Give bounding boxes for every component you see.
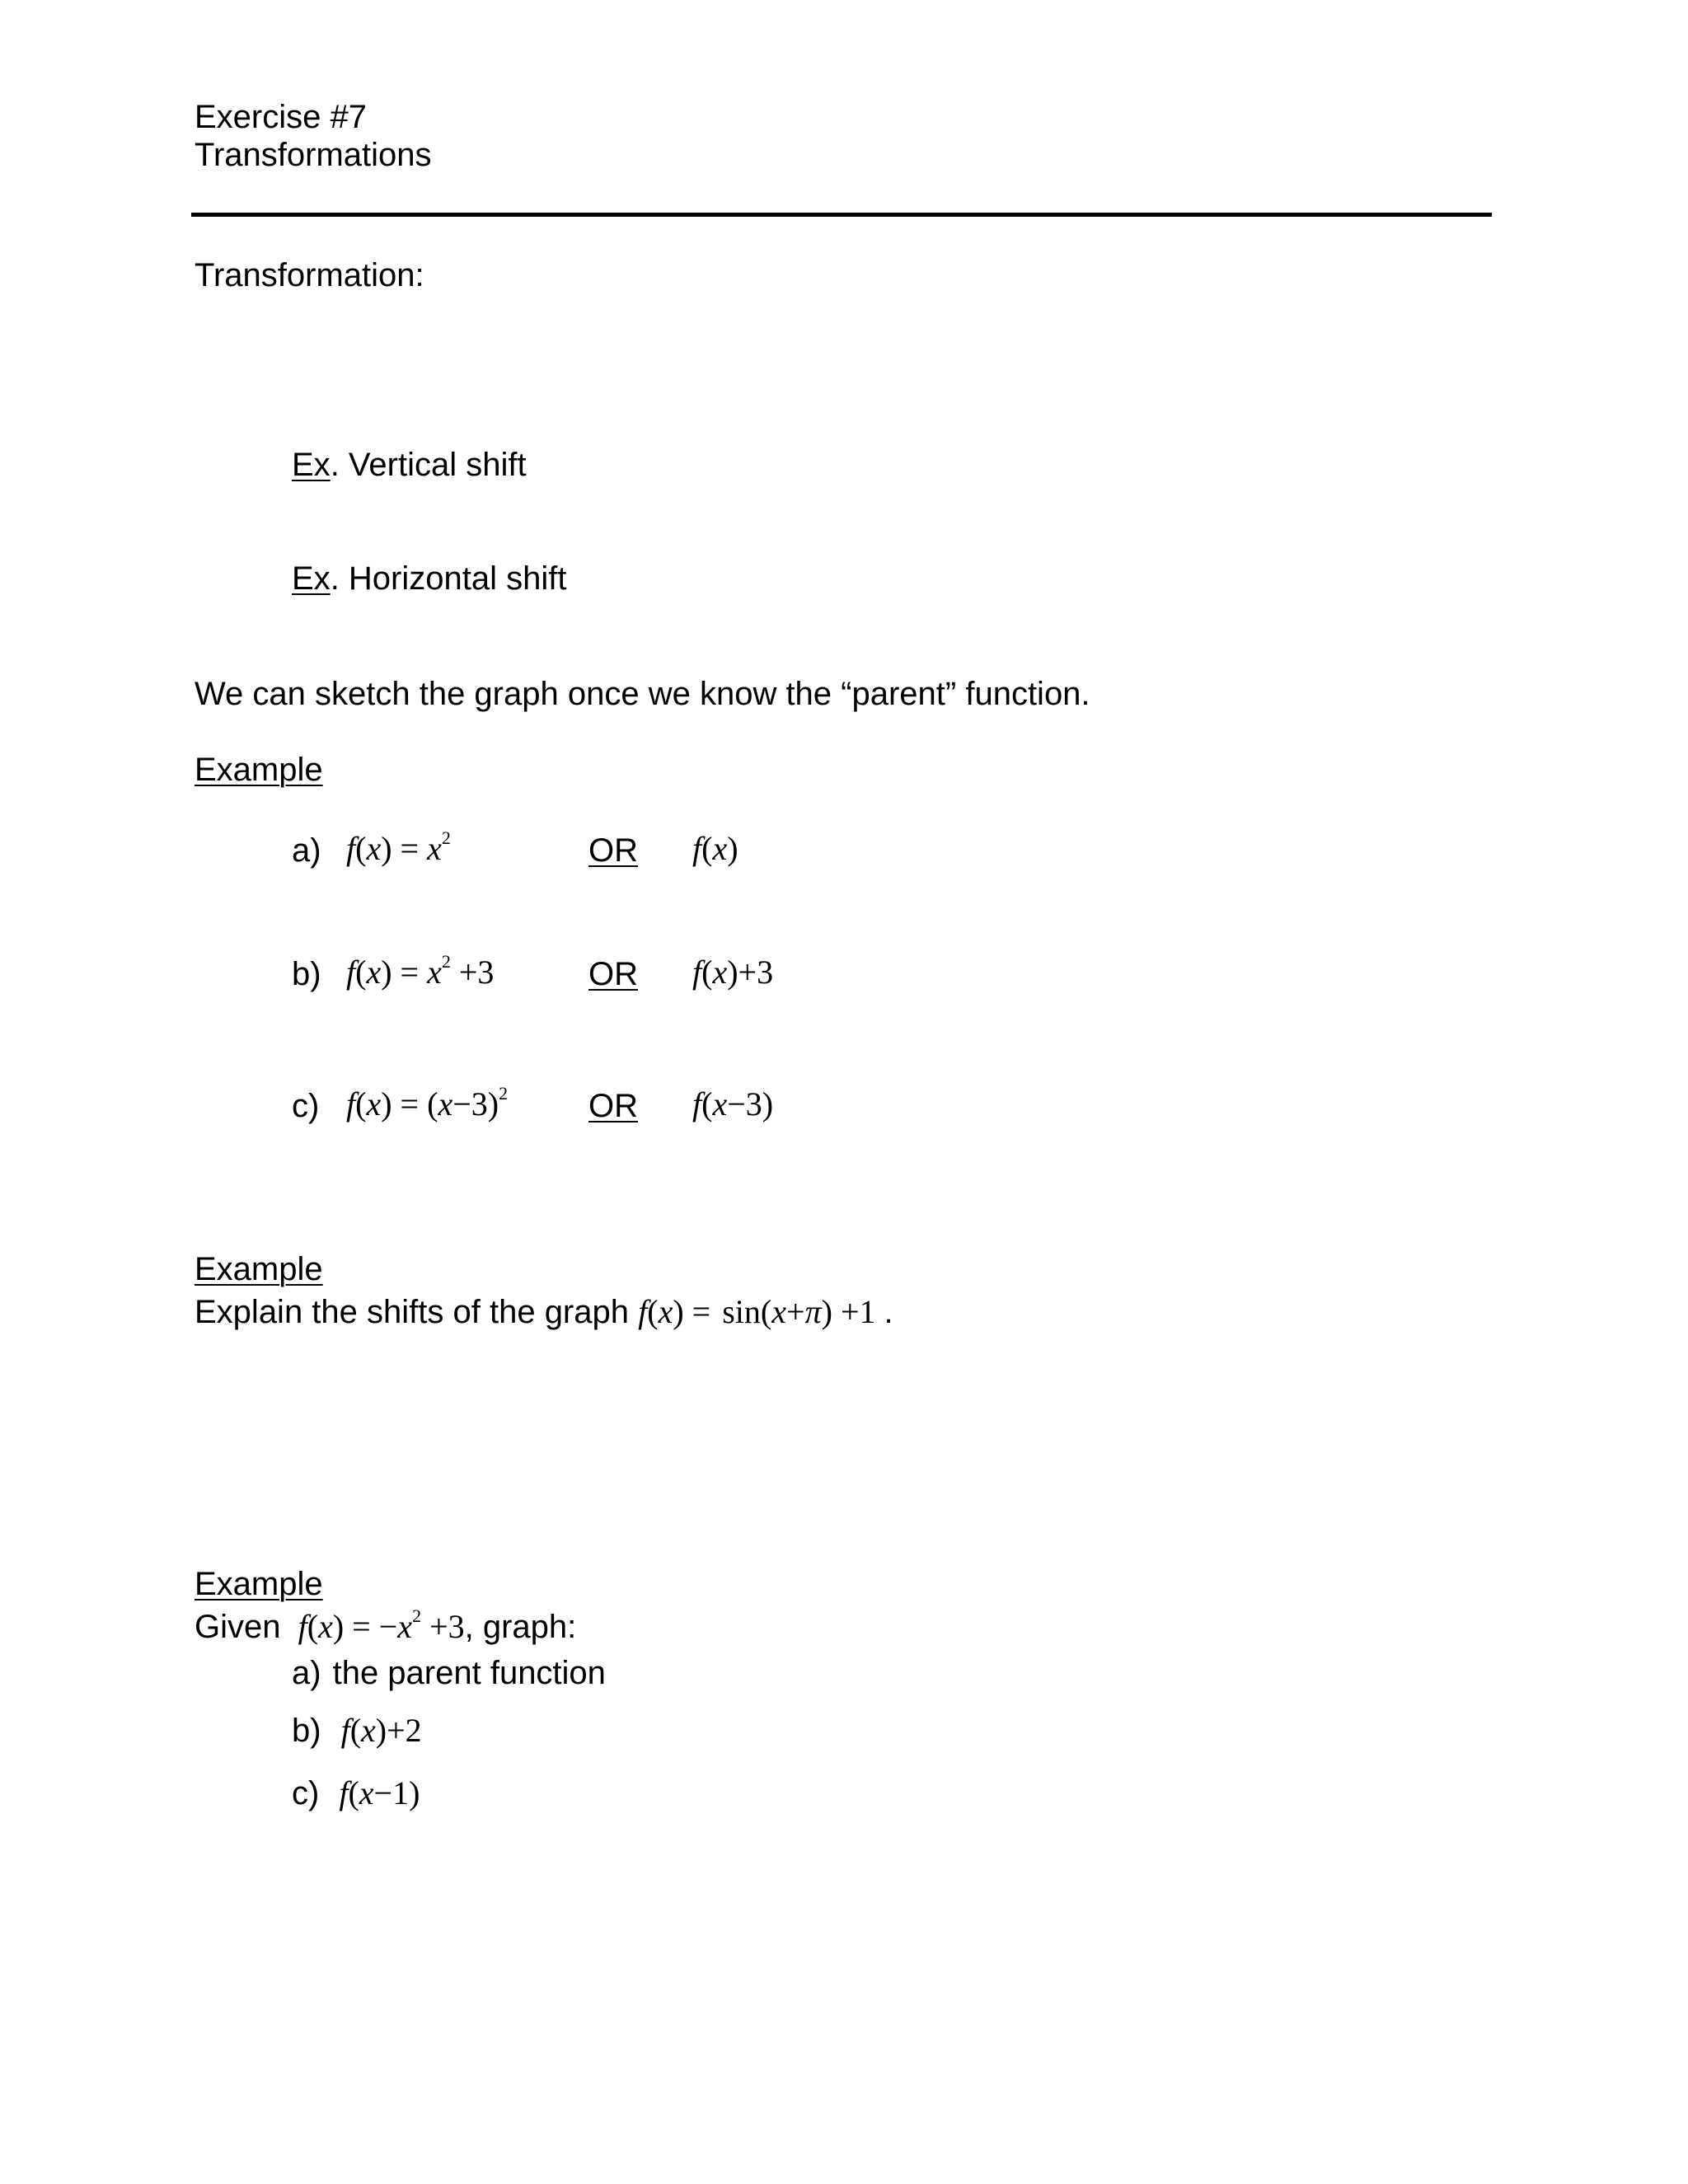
example3-item-b-label: b)	[292, 1713, 321, 1749]
example2-prompt: Explain the shifts of the graph	[195, 1294, 629, 1330]
or-label: OR	[588, 1088, 638, 1124]
example1-item-c-equation: $f(x) = (x-3)^2$	[346, 1083, 509, 1122]
example1-item-c-label: c)	[292, 1088, 320, 1124]
example3-suffix: , graph:	[464, 1609, 577, 1645]
example3-item-a-label: a)	[292, 1655, 321, 1691]
example1-item-b-equation: $f(x) = x^2 +3$	[346, 951, 495, 991]
example1-item-b-label: b)	[292, 956, 321, 992]
exercise-subtitle: Transformations	[195, 137, 432, 173]
example3-item-a-text: the parent function	[332, 1655, 606, 1691]
ex-label: Ex	[292, 447, 331, 483]
example1-item-b-alt: f(x)+3	[692, 954, 774, 991]
horizontal-shift-example	[292, 562, 566, 595]
vertical-shift-example	[292, 448, 527, 481]
example3-item-a	[292, 1657, 606, 1690]
transformation-label: Transformation:	[195, 257, 424, 293]
example3-equation: $f(x) = -x^2 +3$	[298, 1605, 465, 1645]
example3-item-b	[292, 1714, 422, 1747]
example3-heading: Example	[195, 1566, 323, 1602]
sketch-note: We can sketch the graph once we know the “parent” function.	[195, 676, 1090, 712]
example2-heading: Example	[195, 1251, 323, 1287]
or-label: OR	[588, 832, 638, 869]
example3-item-c	[292, 1774, 420, 1811]
example3-item-c-text: f(x−1)	[339, 1774, 420, 1811]
example1-item-a-equation: $f(x) = x^2$	[346, 827, 451, 867]
or-label: OR	[588, 956, 638, 992]
example1-item-c-alt: f(x−3)	[692, 1085, 774, 1122]
example2-prompt-line	[195, 1293, 893, 1330]
example1-item-a-alt: f(x)	[692, 830, 738, 867]
example1-heading: Example	[195, 752, 323, 788]
example3-given-line	[195, 1605, 577, 1645]
ex-label: Ex	[292, 560, 331, 597]
horizontal-shift-text: . Horizontal shift	[330, 560, 567, 597]
header-divider	[191, 213, 1492, 217]
vertical-shift-text: . Vertical shift	[330, 447, 527, 483]
example3-given: Given	[195, 1609, 281, 1645]
example3-item-b-text: f(x)+2	[340, 1712, 422, 1749]
example3-item-c-label: c)	[292, 1775, 320, 1811]
example2-equation: f(x) = sin(x+π) +1	[638, 1293, 876, 1330]
example1-item-a-label: a)	[292, 832, 321, 869]
exercise-title: Exercise #7	[195, 99, 367, 135]
example2-end: .	[884, 1294, 893, 1330]
